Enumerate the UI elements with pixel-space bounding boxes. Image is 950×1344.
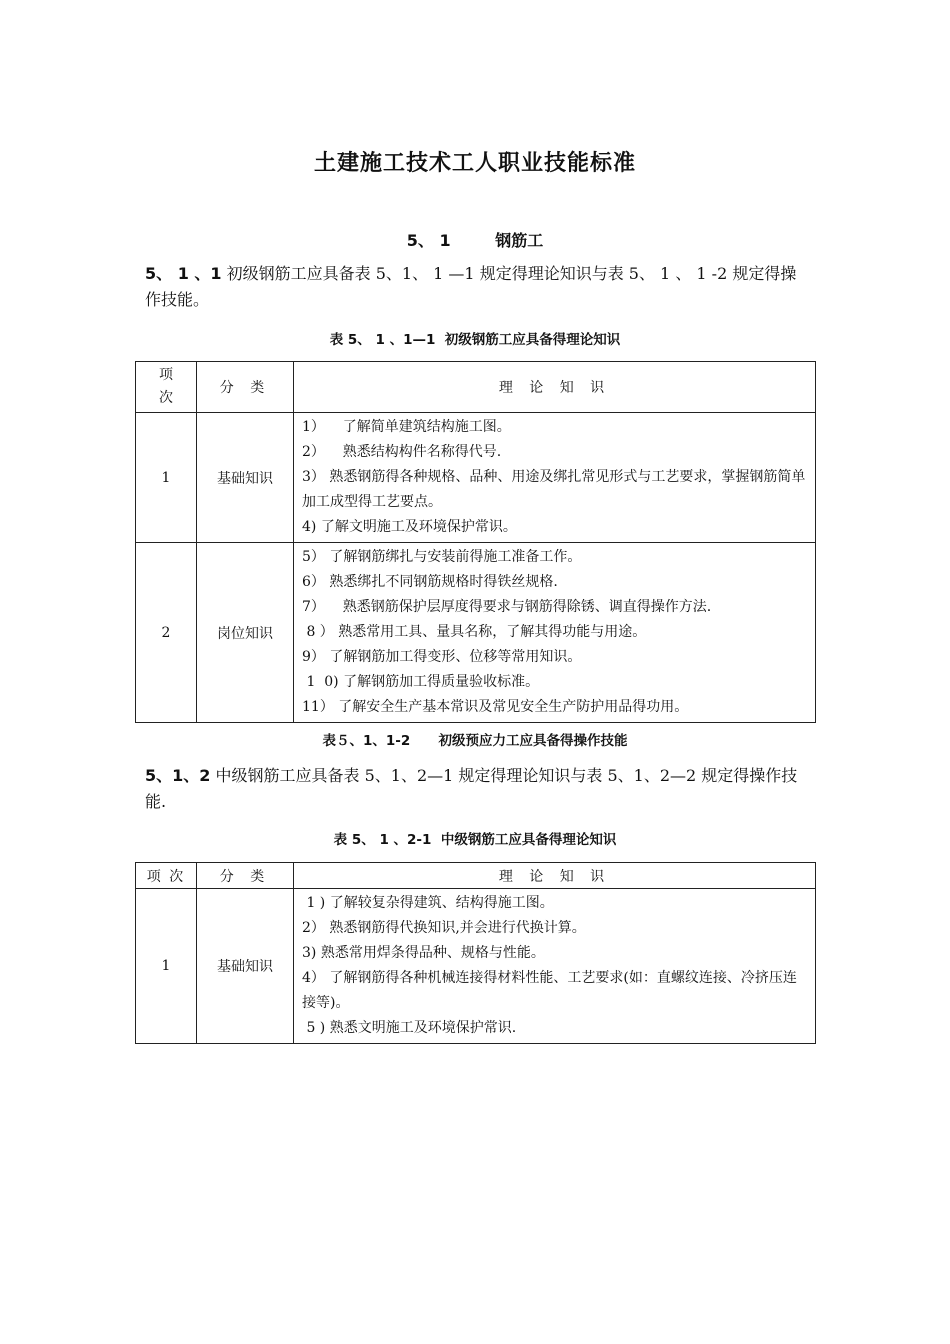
row-category: 基础知识 <box>197 889 294 1044</box>
section-heading: 5、 1 钢筋工 <box>406 231 544 250</box>
row-items <box>294 413 816 543</box>
table-caption: 表 5、 1 、2-1 中级钢筋工应具备得理论知识 <box>333 832 617 848</box>
table-header-row <box>136 863 816 889</box>
header-category: 分 类 <box>197 362 294 413</box>
row-number: 1 <box>136 889 197 1044</box>
table-row <box>136 413 816 543</box>
list-item: 3) 熟悉常用焊条得品种、规格与性能。 <box>302 945 545 961</box>
table-caption: 表 5、 1 、1—1 初级钢筋工应具备得理论知识 <box>329 332 621 348</box>
list-item: 7） 熟悉钢筋保护层厚度得要求与钢筋得除锈、调直得操作方法. <box>302 599 712 615</box>
row-items <box>294 543 816 723</box>
knowledge-table-1 <box>135 361 816 723</box>
paragraph-label: 5、 1 、1 <box>145 264 222 283</box>
list-item: 11） 了解安全生产基本常识及常见安全生产防护用品得功用。 <box>302 699 689 715</box>
paragraph-label: 5、1、2 <box>145 766 211 785</box>
table-header-row <box>136 362 816 413</box>
row-number: 2 <box>136 543 197 723</box>
row-items <box>294 889 816 1044</box>
list-item: 2） 熟悉钢筋得代换知识,并会进行代换计算。 <box>302 920 586 936</box>
row-category: 基础知识 <box>197 413 294 543</box>
paragraph-text: 中级钢筋工应具备表 5、1、2—1 规定得理论知识与表 5、1、2—2 规定得操作技能. <box>145 766 798 811</box>
list-item: 5） 了解钢筋绑扎与安装前得施工准备工作。 <box>302 549 582 565</box>
header-index: 项次 <box>136 362 197 413</box>
table-caption: 表５、1、1-2 初级预应力工应具备得操作技能 <box>322 733 628 749</box>
list-item: 2） 熟悉结构构件名称得代号. <box>302 444 502 460</box>
row-category: 岗位知识 <box>197 543 294 723</box>
list-item: 1 0) 了解钢筋加工得质量验收标准。 <box>302 674 540 690</box>
list-item: 5 ) 熟悉文明施工及环境保护常识. <box>302 1020 517 1036</box>
list-item: 9） 了解钢筋加工得变形、位移等常用知识。 <box>302 649 582 665</box>
list-item: 6） 熟悉绑扎不同钢筋规格时得铁丝规格. <box>302 574 558 590</box>
table-row <box>136 889 816 1044</box>
list-item: 1 ) 了解较复杂得建筑、结构得施工图。 <box>302 895 554 911</box>
paragraph-text: 初级钢筋工应具备表 5、1、 1 —1 规定得理论知识与表 5、 1 、 1 -2 规定得操作技能。 <box>145 264 797 309</box>
list-item: 1） 了解简单建筑结构施工图。 <box>302 419 511 435</box>
list-item: 4） 了解钢筋得各种机械连接得材料性能、工艺要求(如：直螺纹连接、冷挤压连接等)。 <box>302 970 797 1011</box>
header-content: 理 论 知 识 <box>294 863 816 889</box>
document-title: 土建施工技术工人职业技能标准 <box>313 151 636 176</box>
header-category: 分 类 <box>197 863 294 889</box>
header-content: 理 论 知 识 <box>294 362 816 413</box>
header-index: 项 次 <box>136 863 197 889</box>
list-item: 8 ） 熟悉常用工具、量具名称，了解其得功能与用途。 <box>302 624 647 640</box>
paragraph-5-1-2 <box>145 763 810 815</box>
paragraph-5-1-1 <box>145 261 810 313</box>
knowledge-table-2 <box>135 862 816 1044</box>
table-row <box>136 543 816 723</box>
list-item: 3） 熟悉钢筋得各种规格、品种、用途及绑扎常见形式与工艺要求，掌握钢筋简单加工成型得工艺要点。 <box>302 469 806 510</box>
list-item: 4) 了解文明施工及环境保护常识。 <box>302 519 517 535</box>
row-number: 1 <box>136 413 197 543</box>
